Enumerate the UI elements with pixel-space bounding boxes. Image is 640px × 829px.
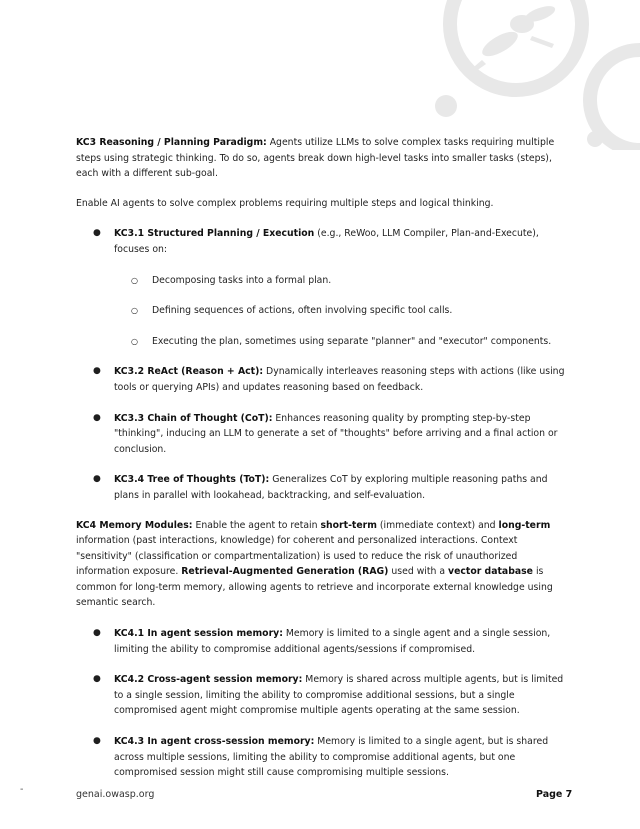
kc4-text: is common for long-term memory, allowing agents to retrieve and incorporate external knowledge using semantic search. [76,566,553,609]
item-text: Dynamically interleaves reasoning steps with actions (like using tools or querying APIs) and updates reasoning based on feedback. [114,366,565,393]
page-number: Page 7 [536,789,573,800]
item-title: KC3.1 Structured Planning / Execution [114,228,315,240]
sub-list-item [76,303,566,319]
sub-list-item [76,334,566,350]
page-content [76,135,566,781]
list-item-kc3-2 [76,364,566,395]
item-text: Memory is shared across multiple agents, but is limited to a single session, limiting the ability to compromise additional sessions, but a single compromised agent might compromise multiple agents operating at the same session. [114,674,564,717]
list-item-kc3-4 [76,472,566,503]
kc4-heading: KC4 Memory Modules: [76,519,193,531]
sub-item-text: Decomposing tasks into a formal plan. [152,274,332,286]
bullet-icon: ● [93,628,101,639]
kc4-text: (immediate context) and [376,519,499,531]
kc4-bold-term: Retrieval-Augmented Generation (RAG) [181,566,389,578]
sub-item-text: Executing the plan, sometimes using separate "planner" and "executor" components. [152,335,552,347]
list-item-kc3-1 [76,226,566,257]
list-item-kc4-1 [76,626,566,657]
kc4-bold-term: vector database [448,566,533,578]
footer-dash: - [20,784,24,795]
list-item-kc3-3 [76,411,566,458]
kc3-intro: Agents utilize LLMs to solve complex tasks requiring multiple steps using strategic thinking. To do so, agents break down high-level tasks into smaller tasks (steps), each with a different sub-goal. [76,137,555,180]
bullet-icon: ● [93,736,101,747]
item-title: KC4.1 In agent session memory: [114,628,283,640]
bullet-icon: ● [93,412,101,423]
bullet-icon: ● [93,366,101,377]
kc4-bold-term: short-term [320,519,377,531]
item-title: KC3.2 ReAct (Reason + Act): [114,366,264,378]
sub-item-text: Defining sequences of actions, often involving specific tool calls. [152,305,453,317]
kc3-heading: KC3 Reasoning / Planning Paradigm: [76,137,267,148]
item-text: (e.g., ReWoo, LLM Compiler, Plan-and-Execute), focuses on: [114,228,539,255]
sub-list-item [76,273,566,289]
bullet-icon: ● [93,474,101,485]
kc3-enable-text: Enable AI agents to solve complex problems requiring multiple steps and logical thinking. [76,197,494,209]
list-item-kc4-3 [76,734,566,781]
item-title: KC3.4 Tree of Thoughts (ToT): [114,474,270,486]
item-title: KC3.3 Chain of Thought (CoT): [114,412,273,424]
kc4-text: used with a [388,566,449,578]
item-text: Generalizes CoT by exploring multiple reasoning paths and plans in parallel with lookahead, backtracking, and self-evaluation. [114,474,548,501]
footer-site-link[interactable]: genai.owasp.org [76,789,155,800]
circle-bullet-icon: ○ [131,275,138,285]
item-text: Memory is limited to a single agent, but is shared across multiple sessions, limiting the ability to compromise additional agents, but one compromised session might still cause compromising multiple sessions. [114,736,549,779]
bullet-icon: ● [93,228,101,239]
circle-bullet-icon: ○ [131,306,138,316]
circle-bullet-icon: ○ [131,336,138,346]
kc4-paragraph [76,518,566,612]
list-item-kc4-2 [76,672,566,719]
owasp-wasp-logo [372,0,640,150]
item-text: Enhances reasoning quality by prompting step-by-step "thinking", inducing an LLM to generate a set of "thoughts" before arriving and a final action or conclusion. [114,412,558,455]
item-text: Memory is limited to a single agent and a single session, limiting the ability to compromise additional agents/sessions if compromised. [114,628,551,655]
kc4-text: Enable the agent to retain [192,519,321,531]
bullet-icon: ● [93,674,101,685]
item-title: KC4.3 In agent cross-session memory: [114,736,315,748]
kc3-paragraph [76,135,566,182]
item-title: KC4.2 Cross-agent session memory: [114,674,303,686]
kc4-bold-term: long-term [498,519,551,531]
kc4-text: information (past interactions, knowledge) for coherent and personalized interactions. Context "sensitivity" (classification or compartmentalization) is used to reduce the risk of unauthorized information exposure. [76,535,518,578]
